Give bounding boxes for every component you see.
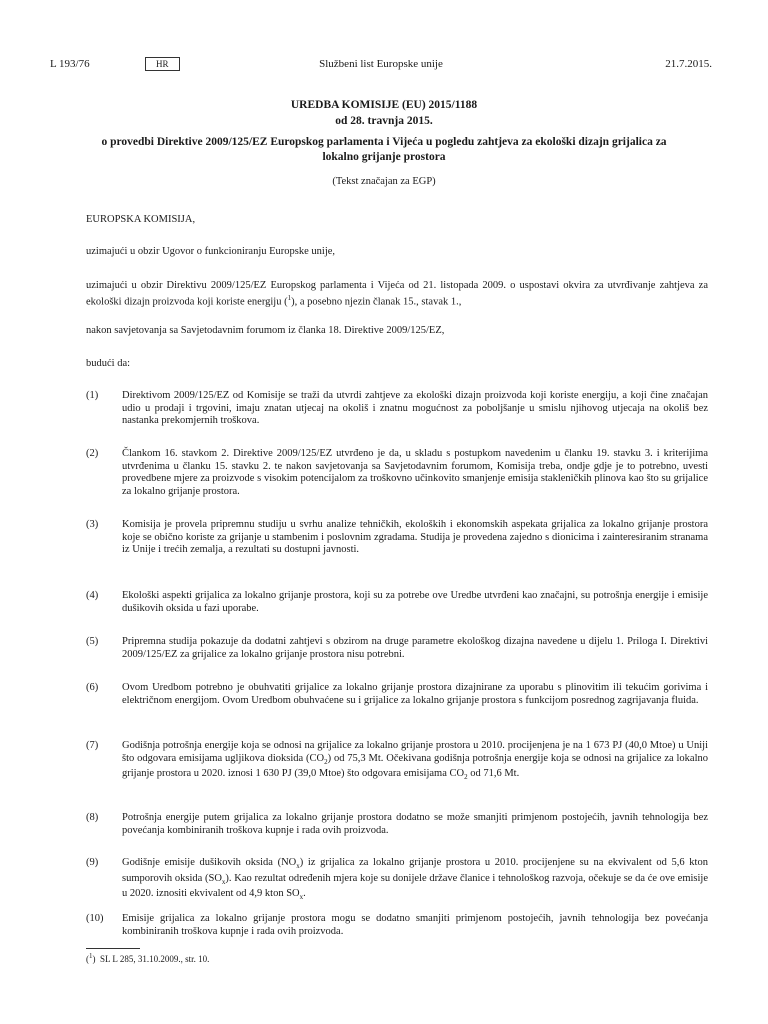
treaty-citation: uzimajući u obzir Ugovor o funkcioniranju Europske unije,	[86, 246, 336, 257]
recital	[86, 448, 708, 498]
eea-relevance: (Tekst značajan za EGP)	[332, 176, 436, 187]
recital-text: Emisije grijalica za lokalno grijanje prostora mogu se dodatno smanjiti primjenom postojećih, javnih tehnologija bez povećanja kombiniranih troškova kupnje i rada ovih proizvoda.	[122, 913, 708, 937]
recital-text: Godišnje emisije dušikovih oksida $(NO_x)$ iz grijalica za lokalno grijanje prostora u 2010. procijenjene su na ekvivalent od 5,6 kton sumporovih oksida $(SO_x)$. Kao rezultat određenih mjera koje su donijele države članice i tehnološkog razvoja, očekuje se da će ove emisije u 2020. iznositi ekvivalent od 4,9 kton $SO_x$.	[122, 857, 708, 902]
recital	[86, 812, 708, 837]
recital-text: Pripremna studija pokazuje da dodatni zahtjevi s obzirom na druge parametre ekološkog dizajna navedene u dijelu 1. Priloga I. Direktivi 2009/125/EZ za grijalice za lokalno grijanje prostora nisu potrebni.	[122, 636, 708, 660]
commission-line: EUROPSKA KOMISIJA,	[86, 214, 196, 225]
whereas-line: budući da:	[86, 358, 131, 369]
recital-number: (6)	[86, 682, 99, 693]
footnote-divider	[86, 948, 140, 949]
recital-number: (7)	[86, 740, 99, 751]
journal-name: Službeni list Europske unije	[319, 58, 443, 70]
recital-number: (3)	[86, 519, 99, 530]
footnote-text: SL L 285, 31.10.2009., str. 10.	[100, 954, 210, 964]
footnote-ref[interactable]: 1	[287, 294, 292, 302]
regulation-subject: o provedbi Direktive 2009/125/EZ Europskog parlamenta i Vijeća u pogledu zahtjeva za ekološki dizajn grijalica za lokalno grijanje prostora	[101, 136, 667, 163]
consultation-citation: nakon savjetovanja sa Savjetodavnim forumom iz članka 18. Direktive 2009/125/EZ,	[86, 325, 445, 336]
recital-text: Komisija je provela pripremnu studiju u svrhu analize tehničkih, ekoloških i ekonomskih aspekata grijalica za lokalno grijanje prostora koje se obično koriste za grijanje u stambenim i poslovnim zgradama. Studija je provedena zajedno s dionicima i zainteresiranim stranama iz Unije i trećih zemalja, a rezultati su dostupni javnosti.	[122, 519, 708, 556]
page-header	[50, 58, 712, 74]
recital	[86, 740, 708, 784]
title-block	[86, 97, 682, 189]
recital-number: (8)	[86, 812, 99, 823]
recital	[86, 857, 708, 904]
page-reference: L 193/76	[50, 58, 90, 70]
regulation-title: UREDBA KOMISIJE (EU) 2015/1188	[290, 99, 478, 111]
directive-citation: uzimajući u obzir Direktivu 2009/125/EZ Europskog parlamenta i Vijeća od 21. listopada 2009. o uspostavi okvira za utvrđivanje zahtjeva za ekološki dizajn proizvoda koji koriste energiju ($^1$), a posebno njezin članak 15., stavak 1.,	[86, 280, 708, 308]
publication-date: 21.7.2015.	[665, 58, 712, 70]
recital-number: (4)	[86, 590, 99, 601]
recital-number: (2)	[86, 448, 99, 459]
language-badge: HR	[145, 57, 180, 71]
recital	[86, 913, 708, 938]
recital-text: Godišnja potrošnja energije koja se odnosi na grijalice za lokalno grijanje prostora u 2010. procijenjena je na 1 673 PJ (40,0 Mtoe) u Uniji što odgovara emisijama ugljikova dioksida $(CO_2)$ od 75,3 Mt. Očekivana godišnja potrošnja energije koja se odnosi na grijalice za lokalno grijanje prostora u 2020. iznosi 1 630 PJ (39,0 Mtoe) što odgovara emisijama $CO_2$ od 71,6 Mt.	[122, 740, 708, 782]
footnote: ($^1$) SL L 285, 31.10.2009., str. 10.	[86, 952, 210, 964]
footnote-mark: 1	[89, 952, 93, 960]
recital-number: (5)	[86, 636, 99, 647]
regulation-date: od 28. travnja 2015.	[335, 115, 433, 127]
recital	[86, 519, 708, 557]
recital-number: (9)	[86, 857, 99, 868]
recital-text: Potrošnja energije putem grijalica za lokalno grijanje prostora dodatno se može smanjiti primjenom postojećih, javnih tehnologija bez povećanja kombiniranih troškova kupnje i rada ovih proizvoda.	[122, 812, 708, 836]
recital	[86, 590, 708, 615]
recital-text: Direktivom 2009/125/EZ od Komisije se traži da utvrdi zahtjeve za ekološki dizajn proizvoda koji koriste energiju, a koji čine značajan udio u prodaji i trgovini, imaju znatan utjecaj na okoliš i znatnu mogućnost za poboljšanje u smislu njihovog utjecaja na okoliš bez nastanka prekomjernih troškova.	[122, 390, 708, 427]
recital	[86, 636, 708, 661]
recital	[86, 682, 708, 707]
recital-number: (10)	[86, 913, 104, 924]
recital-text: Ovom Uredbom potrebno je obuhvatiti grijalice za lokalno grijanje prostora dizajnirane za uporabu s plinovitim ili tekućim gorivima i električnom energijom. Ovom Uredbom obuhvaćene su i grijalice za lokalno grijanje prostora s funkcijom posrednog zagrijavanja fluida.	[122, 682, 708, 706]
recital-number: (1)	[86, 390, 99, 401]
recital-text: Ekološki aspekti grijalica za lokalno grijanje prostora, koji su za potrebe ove Uredbe utvrđeni kao značajni, su potrošnja energije i emisije dušikovih oksida u fazi uporabe.	[122, 590, 708, 614]
recital-text: Člankom 16. stavkom 2. Direktive 2009/125/EZ utvrđeno je da, u skladu s postupkom navedenim u članku 19. stavku 3. i kriterijima utvrđenima u članku 15. stavku 2. te nakon savjetovanja sa Savjetodavnim forumom, Komisija treba, ondje gdje je to potrebno, uvesti provedbene mjere za proizvode s visokim potencijalom za troškovno učinkovito smanjenje emisija stakleničkih plinova kao što su grijalice za lokalno grijanje prostora.	[122, 448, 708, 497]
recital	[86, 390, 708, 428]
